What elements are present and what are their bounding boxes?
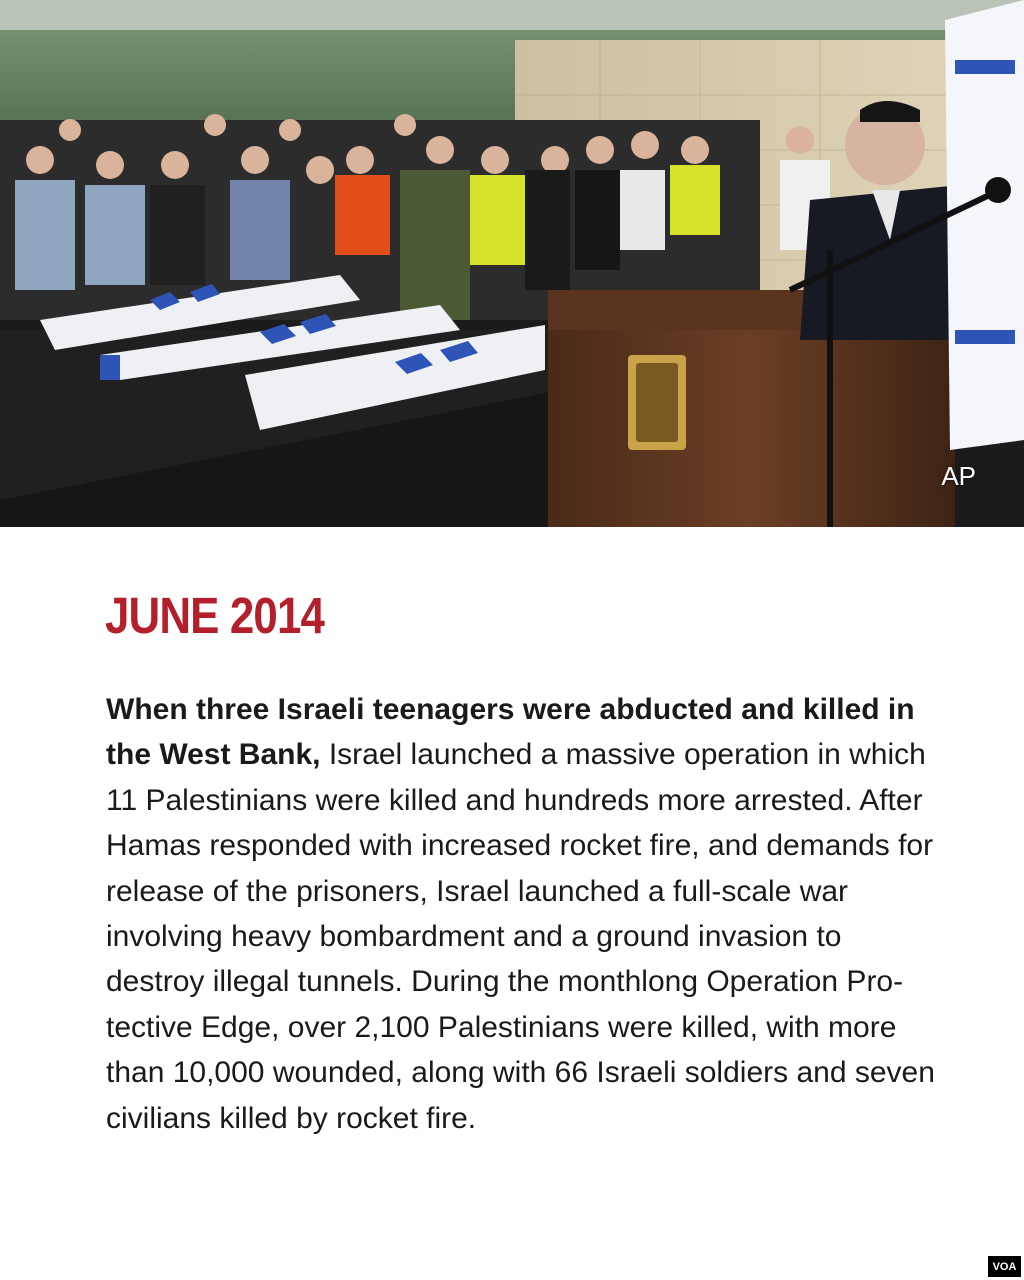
photo-credit: AP: [941, 461, 976, 491]
article-lead: When three Israeli teenagers were abducted and killed in the West Bank,: [106, 693, 915, 772]
news-photo: [0, 0, 1024, 527]
article-text: Israel launched a massive operation in which 11 Palestinians were killed and hundreds more arrested. After Hamas responded with increased rocket fire, and demands for release of the prisoners, Israel launched a full-scale war involving heavy bombardment and a ground invasion to destroy illegal tunnels. During the monthlong Operation Protective Edge, over 2,100 Palestinians were killed, with more than 10,000 wounded, along with 66 Israeli soldiers and seven civilians killed by rocket fire.: [106, 738, 935, 1135]
voa-logo: VOA: [988, 1256, 1021, 1277]
article-body: [106, 687, 936, 1141]
photo-illustration: [0, 0, 1024, 527]
date-heading: JUNE 2014: [105, 587, 325, 644]
